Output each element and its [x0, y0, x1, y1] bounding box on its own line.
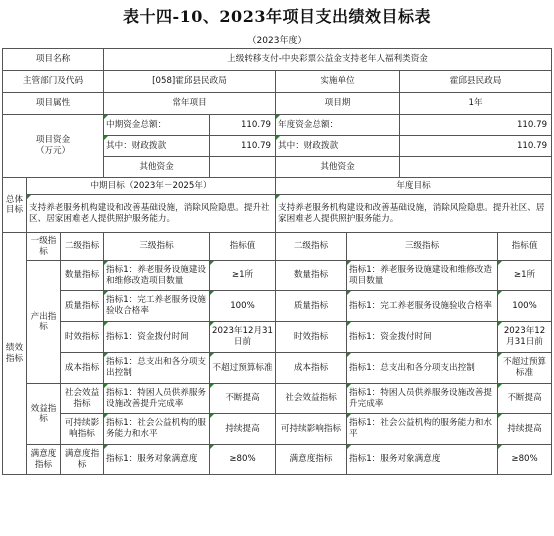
indicator-value: ≥80% — [210, 445, 276, 475]
indicator-l2-year: 时效指标 — [276, 322, 347, 353]
indicator-l2-year: 满意度指标 — [276, 445, 347, 475]
impl-value: 霍邱县民政局 — [400, 71, 552, 93]
col-l1-header: 一级指标 — [27, 233, 61, 261]
year-fiscal-label: 其中：财政拨款 — [276, 136, 400, 157]
col-l3-header: 三级指标 — [104, 233, 210, 261]
indicator-l3: 指标1：社会公益机构的服务能力和水平 — [104, 414, 210, 445]
perf-label: 绩效指标 — [3, 233, 27, 475]
indicator-l3-year: 指标1：特困人员供养服务设施改善提升完成率 — [347, 384, 498, 414]
indicator-value-year: ≥80% — [498, 445, 552, 475]
indicator-l3: 指标1：服务对象满意度 — [104, 445, 210, 475]
year-fiscal-value: 110.79 — [400, 136, 552, 157]
indicator-value: 不断提高 — [210, 384, 276, 414]
mid-fiscal-label: 其中：财政拨款 — [104, 136, 210, 157]
project-name-label: 项目名称 — [3, 49, 104, 71]
indicator-l3-year: 指标1：社会公益机构的服务能力和水平 — [347, 414, 498, 445]
indicator-l2: 质量指标 — [61, 291, 104, 322]
indicator-value-year: 不断提高 — [498, 384, 552, 414]
indicator-value-year: ≥1所 — [498, 261, 552, 291]
mid-total-label: 中期资金总额： — [104, 115, 210, 136]
indicator-value: 不超过预算标准 — [210, 353, 276, 384]
indicator-value: 100% — [210, 291, 276, 322]
mid-goal-text: 支持养老服务机构建设和改善基础设施，消除风险隐患。提升社区、居家困难老人提供照护服务能力。 — [27, 195, 276, 233]
project-name-value: 上级转移支付-中央彩票公益金支持老年人福利类资金 — [104, 49, 552, 71]
attr-label: 项目属性 — [3, 93, 104, 115]
indicator-l3: 指标1：特困人员供养服务设施改善提升完成率 — [104, 384, 210, 414]
indicator-l3-year: 指标1：完工养老服务设施验收合格率 — [347, 291, 498, 322]
indicator-l2: 成本指标 — [61, 353, 104, 384]
mid-other-label: 其他资金 — [104, 157, 210, 178]
dept-label: 主管部门及代码 — [3, 71, 104, 93]
attr-value: 常年项目 — [104, 93, 276, 115]
indicator-value: ≥1所 — [210, 261, 276, 291]
year-total-label: 年度资金总额： — [276, 115, 400, 136]
indicator-l2: 时效指标 — [61, 322, 104, 353]
year-total-value: 110.79 — [400, 115, 552, 136]
indicator-value-year: 2023年12月31日前 — [498, 322, 552, 353]
mid-other-value — [210, 157, 276, 178]
year-other-value — [400, 157, 552, 178]
indicator-l3-year: 指标1：总支出和各分项支出控制 — [347, 353, 498, 384]
col-l2-header: 二级指标 — [61, 233, 104, 261]
indicator-value-year: 持续提高 — [498, 414, 552, 445]
dept-value: [058]霍邱县民政局 — [104, 71, 276, 93]
indicator-l2: 数量指标 — [61, 261, 104, 291]
period-value: 1年 — [400, 93, 552, 115]
impl-label: 实施单位 — [276, 71, 400, 93]
indicator-value-year: 不超过预算标准 — [498, 353, 552, 384]
indicator-value-year: 100% — [498, 291, 552, 322]
indicator-l3: 指标1：养老服务设施建设和维修改造项目数量 — [104, 261, 210, 291]
indicator-l3: 指标1：总支出和各分项支出控制 — [104, 353, 210, 384]
indicator-l2-year: 可持续影响指标 — [276, 414, 347, 445]
year-other-label: 其他资金 — [276, 157, 400, 178]
indicator-l3-year: 指标1：养老服务设施建设和维修改造项目数量 — [347, 261, 498, 291]
page-title: 表十四-10、2023年项目支出绩效目标表 — [123, 7, 431, 26]
indicator-l2-year: 社会效益指标 — [276, 384, 347, 414]
mid-total-value: 110.79 — [210, 115, 276, 136]
col-val-header: 指标值 — [210, 233, 276, 261]
col-l3-header-year: 三级指标 — [347, 233, 498, 261]
mid-goal-header: 中期目标（2023年－2025年） — [27, 178, 276, 195]
page-subtitle: （2023年度） — [247, 36, 307, 46]
indicator-l2-year: 数量指标 — [276, 261, 347, 291]
col-val-header-year: 指标值 — [498, 233, 552, 261]
year-goal-header: 年度目标 — [276, 178, 552, 195]
indicator-l2: 满意度指标 — [61, 445, 104, 475]
indicator-l2: 社会效益指标 — [61, 384, 104, 414]
indicator-l2-year: 成本指标 — [276, 353, 347, 384]
indicator-l2: 可持续影响指标 — [61, 414, 104, 445]
indicator-l2-year: 质量指标 — [276, 291, 347, 322]
output-indicator-label: 产出指标 — [27, 261, 61, 384]
performance-target-table — [2, 48, 552, 475]
period-label: 项目期 — [276, 93, 400, 115]
indicator-value: 持续提高 — [210, 414, 276, 445]
overall-goal-label: 总体目标 — [3, 178, 27, 233]
satisfaction-indicator-label: 满意度指标 — [27, 445, 61, 475]
indicator-l3: 指标1：完工养老服务设施验收合格率 — [104, 291, 210, 322]
benefit-indicator-label: 效益指标 — [27, 384, 61, 445]
indicator-l3-year: 指标1：服务对象满意度 — [347, 445, 498, 475]
col-l2-header-year: 二级指标 — [276, 233, 347, 261]
funds-label: 项目资金 （万元） — [3, 115, 104, 178]
indicator-l3-year: 指标1：资金拨付时间 — [347, 322, 498, 353]
mid-fiscal-value: 110.79 — [210, 136, 276, 157]
year-goal-text: 支持养老服务机构建设和改善基础设施，消除风险隐患。提升社区、居家困难老人提供照护服务能力。 — [276, 195, 552, 233]
indicator-value: 2023年12月31日前 — [210, 322, 276, 353]
indicator-l3: 指标1：资金拨付时间 — [104, 322, 210, 353]
